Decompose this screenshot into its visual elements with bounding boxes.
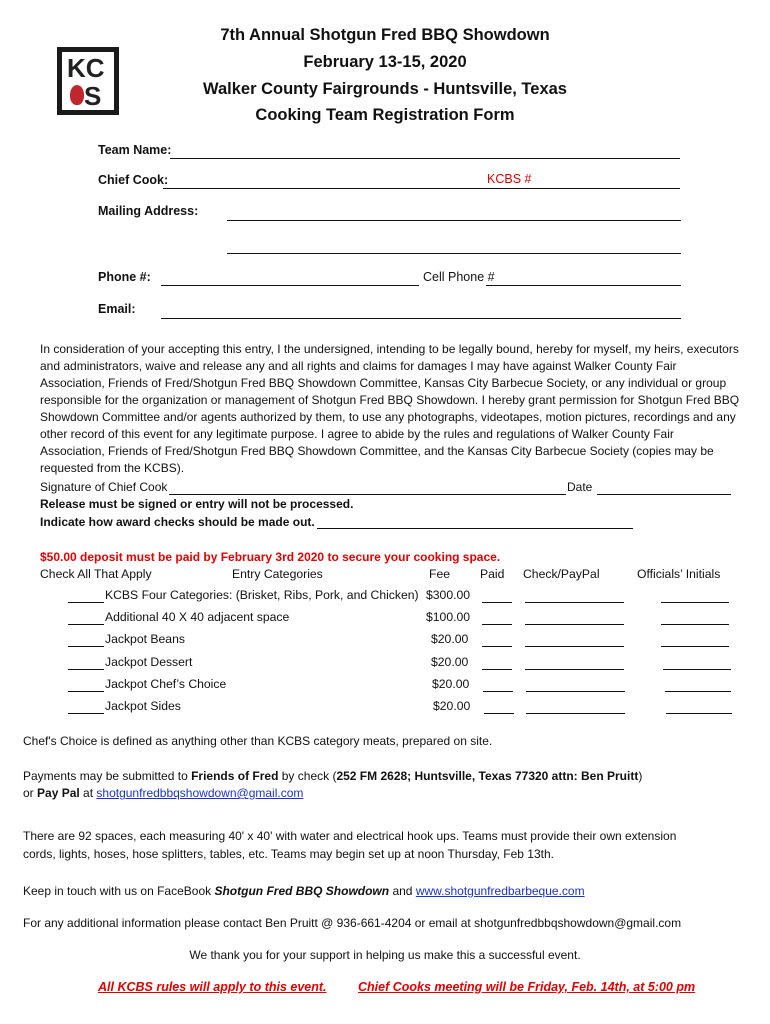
signature-field[interactable]: [169, 494, 566, 495]
cell-phone-field[interactable]: [486, 285, 681, 286]
chefs-choice-definition: Chef's Choice is defined as anything other than KCBS category meats, prepared on site.: [23, 734, 493, 748]
team-name-field[interactable]: [170, 158, 680, 159]
fee-jackpot-beans: $20.00: [431, 632, 469, 646]
date-label: Date: [567, 480, 593, 494]
release-note: Release must be signed or entry will not be processed.: [40, 497, 354, 511]
team-name-label: Team Name:: [98, 143, 172, 157]
waiver-paragraph: In consideration of your accepting this entry, I the undersigned, intending to be legally bound, hereby for myself, my heirs, executors and administrators, waive and release any and all rights and claims for damages I may have against Walker County Fair Association, Friends of Fred/Shotgun Fred BBQ Showdown Committee, Kansas City Barbecue Society, or any individual or group responsible for the organization or management of Shotgun Fred BBQ Showdown. I hereby grant permission for Shotgun Fred BBQ Showdown Committee and/or agents authorized by them, to use any photographs, videotapes, motion pictures, recordings and any other record of this event for any legitimate purpose. I agree to abide by the rules and regulations of Walker County Fair Association, Friends of Fred/Shotgun Fred BBQ Showdown Committee, and the Kansas City Barbecue Society (copies may be requested from the KCBS).: [40, 342, 740, 475]
fee-kcbs-four: $300.00: [426, 588, 471, 602]
mailing-address-payment: 252 FM 2628; Huntsville, Texas 77320 attn: Ben Pruitt: [336, 769, 639, 783]
chief-cooks-meeting-note: Chief Cooks meeting will be Friday, Feb. 14th, at 5:00 pm: [358, 980, 696, 994]
entry-jackpot-sides: Jackpot Sides: [105, 699, 181, 713]
header-entry-categories: Entry Categories: [232, 567, 323, 581]
facebook-page-name: Shotgun Fred BBQ Showdown: [214, 884, 390, 898]
method-line-kcbs[interactable]: [525, 602, 624, 603]
signature-label: Signature of Chief Cook: [40, 480, 168, 494]
chief-cook-label: Chief Cook:: [98, 173, 169, 187]
check-line-beans[interactable]: [68, 646, 104, 647]
payments-text-2: by check (: [278, 769, 337, 783]
award-checks-label: Indicate how award checks should be made out.: [40, 515, 315, 529]
event-title: 7th Annual Shotgun Fred BBQ Showdown: [220, 26, 550, 44]
email-label: Email:: [98, 302, 136, 316]
method-line-adjacent[interactable]: [525, 624, 624, 625]
officials-line-sides[interactable]: [666, 713, 732, 714]
method-line-sides[interactable]: [526, 713, 625, 714]
thanks-line: We thank you for your support in helping us make this a successful event.: [189, 948, 581, 962]
header-fee: Fee: [429, 567, 451, 581]
entry-jackpot-dessert: Jackpot Dessert: [105, 655, 193, 669]
chief-cook-field[interactable]: [163, 188, 680, 189]
paid-line-beans[interactable]: [482, 646, 512, 647]
phone-label: Phone #:: [98, 270, 151, 284]
event-location: Walker County Fairgrounds - Huntsville, Texas: [203, 80, 567, 98]
paypal-email-link[interactable]: shotgunfredbbqshowdown@gmail.com: [96, 786, 304, 800]
header-officials-initials: Officials’ Initials: [637, 567, 721, 581]
paypal-label: Pay Pal: [37, 786, 80, 800]
event-dates: February 13-15, 2020: [303, 53, 467, 71]
method-line-dessert[interactable]: [525, 669, 624, 670]
facebook-line: [23, 884, 585, 898]
logo-text-bottom: S: [84, 81, 102, 111]
mailing-address-field-1[interactable]: [227, 220, 681, 221]
header-check-paypal: Check/PayPal: [523, 567, 600, 581]
officials-line-adjacent[interactable]: [661, 624, 729, 625]
officials-line-kcbs[interactable]: [661, 602, 729, 603]
spaces-paragraph: There are 92 spaces, each measuring 40' x 40' with water and electrical hook ups. Teams must provide their own extension cords, lights, hoses, hose splitters, tables, etc. Teams may begin set up at noon Thursday, Feb 13th.: [23, 829, 677, 861]
kcbs-rules-note: All KCBS rules will apply to this event.: [98, 980, 327, 994]
award-checks-field[interactable]: [317, 528, 633, 529]
check-line-adjacent[interactable]: [68, 624, 104, 625]
check-line-dessert[interactable]: [68, 669, 104, 670]
fee-adjacent-space: $100.00: [426, 610, 471, 624]
header-check-all: Check All That Apply: [40, 567, 152, 581]
deposit-note: $50.00 deposit must be paid by February 3rd 2020 to secure your cooking space.: [40, 550, 501, 564]
payments-or: or: [23, 786, 38, 800]
fee-jackpot-chefs-choice: $20.00: [432, 677, 470, 691]
logo-text-top: KC: [67, 53, 105, 83]
paid-line-kcbs[interactable]: [482, 602, 512, 603]
phone-field[interactable]: [161, 285, 419, 286]
officials-line-dessert[interactable]: [663, 669, 731, 670]
mailing-address-label: Mailing Address:: [98, 204, 199, 218]
paid-line-adjacent[interactable]: [482, 624, 512, 625]
contact-line: For any additional information please contact Ben Pruitt @ 936-661-4204 or email at shotgunfredbbqshowdown@gmail.com: [23, 916, 682, 930]
paid-line-chefs-choice[interactable]: [483, 691, 513, 692]
paid-line-dessert[interactable]: [482, 669, 512, 670]
kcbs-number-label: KCBS #: [487, 172, 532, 186]
website-link[interactable]: www.shotgunfredbarbeque.com: [415, 884, 585, 898]
email-field[interactable]: [161, 318, 681, 319]
fee-jackpot-sides: $20.00: [433, 699, 471, 713]
entry-kcbs-four: KCBS Four Categories: (Brisket, Ribs, Pork, and Chicken): [105, 588, 419, 602]
cell-phone-label: Cell Phone #: [423, 270, 495, 284]
payments-text-1: Payments may be submitted to: [23, 769, 192, 783]
check-line-kcbs[interactable]: [68, 602, 104, 603]
payments-paragraph: [23, 768, 743, 802]
paid-line-sides[interactable]: [484, 713, 514, 714]
facebook-and: and: [389, 884, 416, 898]
header-paid: Paid: [480, 567, 505, 581]
payments-text-3: ): [638, 769, 643, 783]
payments-at: at: [79, 786, 97, 800]
entry-adjacent-space: Additional 40 X 40 adjacent space: [105, 610, 290, 624]
entry-jackpot-chefs-choice: Jackpot Chef’s Choice: [105, 677, 227, 691]
check-line-chefs-choice[interactable]: [68, 691, 104, 692]
facebook-pre: Keep in touch with us on FaceBook: [23, 884, 215, 898]
officials-line-beans[interactable]: [661, 646, 729, 647]
mailing-address-field-2[interactable]: [227, 253, 681, 254]
method-line-chefs-choice[interactable]: [526, 691, 625, 692]
check-line-sides[interactable]: [68, 713, 104, 714]
form-title: Cooking Team Registration Form: [255, 106, 515, 124]
date-field[interactable]: [597, 494, 731, 495]
entry-jackpot-beans: Jackpot Beans: [105, 632, 185, 646]
payee-name: Friends of Fred: [191, 769, 279, 783]
fee-jackpot-dessert: $20.00: [431, 655, 469, 669]
method-line-beans[interactable]: [525, 646, 624, 647]
officials-line-chefs-choice[interactable]: [665, 691, 731, 692]
